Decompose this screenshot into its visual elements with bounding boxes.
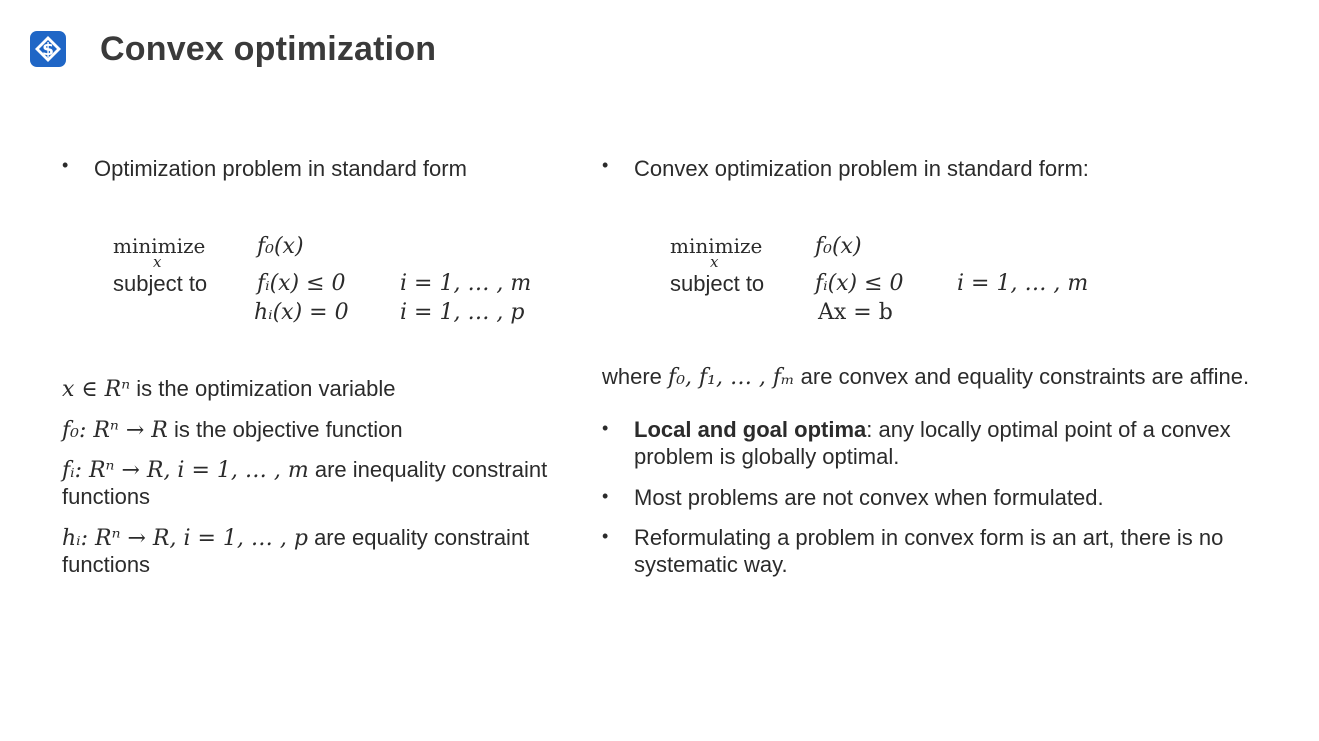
- list-item-text: Most problems are not convex when formulated.: [634, 485, 1104, 510]
- definition-math: x ∈ Rⁿ: [62, 377, 131, 402]
- definition-text: is the optimization variable: [130, 376, 396, 401]
- left-bullet-text: Optimization problem in standard form: [94, 156, 467, 181]
- right-bullet-text: Convex optimization problem in standard form:: [634, 156, 1089, 181]
- minimize-variable: x: [710, 253, 719, 271]
- bullet-dot: •: [602, 155, 609, 175]
- list-item-bold: Local and goal optima: [634, 417, 867, 442]
- definition-math: fᵢ: Rⁿ → R, i = 1, … , m: [62, 458, 309, 483]
- definition-item: [62, 417, 582, 444]
- definition-math: f₀: Rⁿ → R: [62, 418, 168, 443]
- definition-text: are inequality constraint functions: [62, 457, 548, 509]
- inequality-constraint: fᵢ(x) ≤ 0: [257, 271, 346, 296]
- objective-expression: f₀(x): [257, 234, 304, 259]
- logo: [30, 31, 66, 67]
- equality-range: i = 1, … , p: [400, 300, 525, 325]
- definition-text: is the objective function: [167, 417, 403, 442]
- bullet-dot: •: [602, 526, 609, 546]
- objective-expression: f₀(x): [815, 234, 862, 259]
- inequality-range: i = 1, … , m: [400, 271, 532, 296]
- where-math: f₀, f₁, … , fₘ: [668, 365, 795, 390]
- svg-text:$: $: [42, 40, 54, 60]
- bullet-dot: •: [602, 418, 609, 438]
- where-statement: [602, 364, 1302, 391]
- where-prefix: where: [602, 364, 669, 389]
- definition-item: [62, 525, 552, 578]
- list-item-text: : any locally optimal point of a convex problem is globally optimal.: [634, 417, 1231, 469]
- minimize-label: minimize: [670, 234, 763, 258]
- equality-constraint: Ax = b: [818, 300, 893, 325]
- definition-item: [62, 457, 572, 510]
- where-suffix: are convex and equality constraints are affine.: [794, 364, 1250, 389]
- bullet-dot: •: [602, 486, 609, 506]
- definition-item: [62, 376, 582, 403]
- inequality-constraint: fᵢ(x) ≤ 0: [815, 271, 904, 296]
- inequality-range: i = 1, … , m: [957, 271, 1089, 296]
- bullet-dot: •: [62, 155, 69, 175]
- dollar-logo-icon: [30, 31, 66, 67]
- subject-to-label: subject to: [113, 271, 208, 296]
- equality-constraint: hᵢ(x) = 0: [254, 300, 349, 325]
- page-title: Convex optimization: [100, 30, 437, 68]
- list-item-text: Reformulating a problem in convex form is an art, there is no systematic way.: [634, 525, 1224, 577]
- minimize-label: minimize: [113, 234, 206, 258]
- subject-to-label: subject to: [670, 271, 765, 296]
- definition-text: are equality constraint functions: [62, 525, 530, 577]
- minimize-variable: x: [153, 253, 162, 271]
- definition-math: hᵢ: Rⁿ → R, i = 1, … , p: [62, 526, 308, 551]
